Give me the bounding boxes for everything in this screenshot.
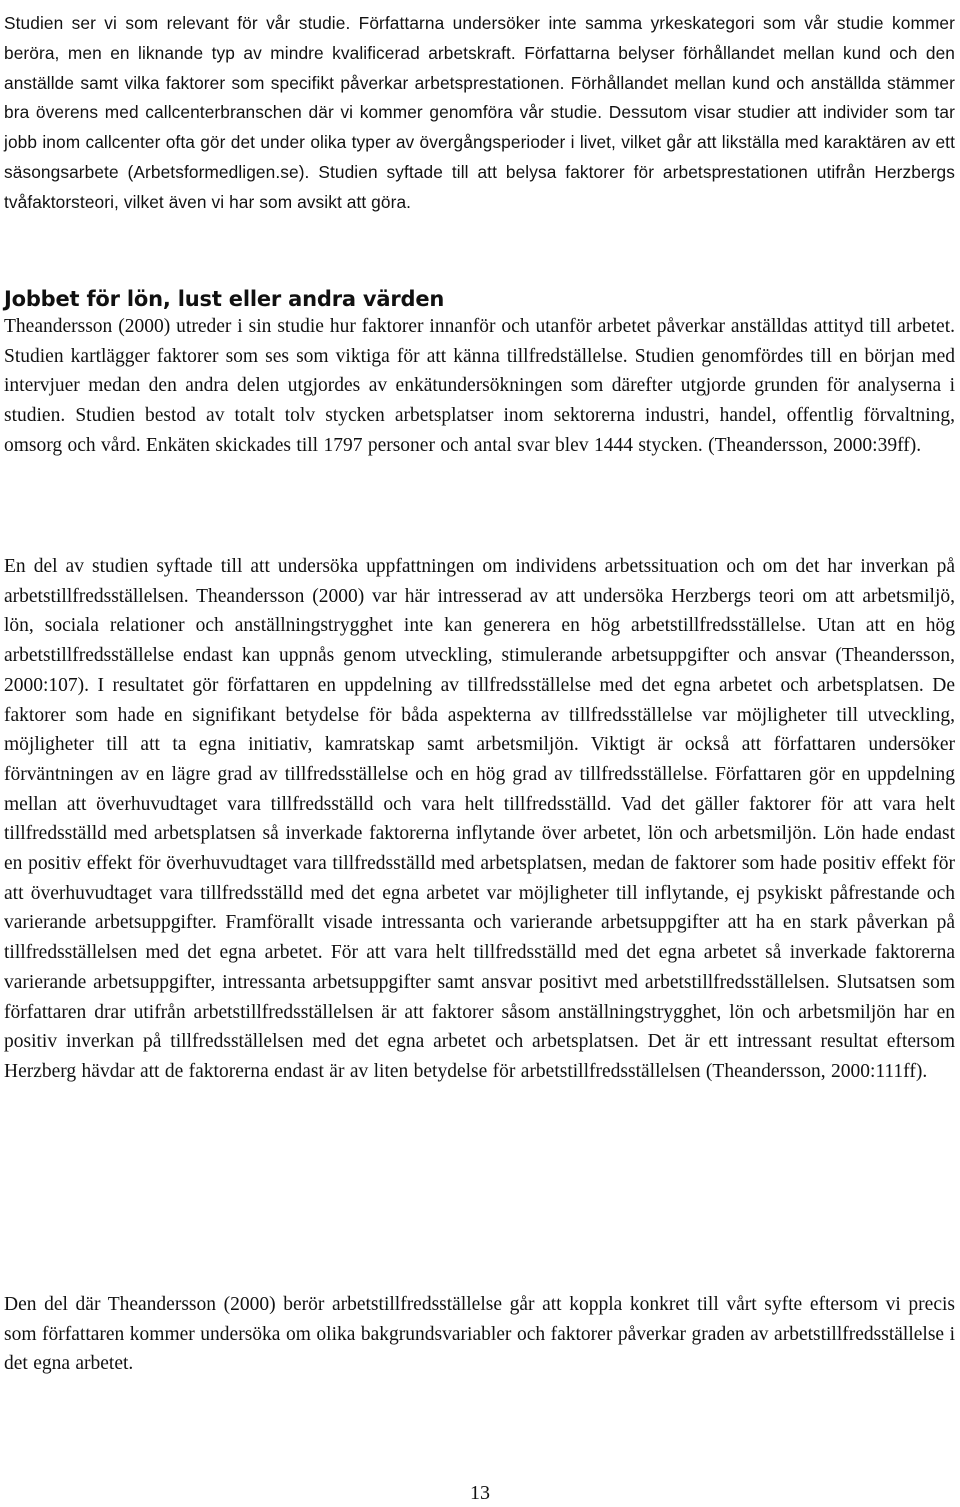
paragraph-study-results: En del av studien syftade till att undersöka uppfattningen om individens arbetssituation och om det har inverkan på arbetstillfredsställelsen. Theandersson (2000) var här intresserad av att undersöka Herzbergs teori om att arbetsmiljö, lön, sociala relationer och anställningstrygghet inte kan generera en hög arbetstillfredsställelse. Utan att en hög arbetstillfredsställelse endast kan uppnås genom utveckling, stimulerande arbetsuppgifter och ansvar (Theandersson, 2000:107). I resultatet gör författaren en uppdelning av tillfredsställelse med det egna arbetet och arbetsplatsen. De faktorer som hade en signifikant betydelse för båda aspekterna av tillfredsställelse var möjligheter till utveckling, möjligheter till att ta egna initiativ, kamratskap samt arbetsmiljön. Viktigt är också att författaren undersöker förväntningen av en lägre grad av tillfredsställelse och en hög grad av tillfredsställelse. Författaren gör en uppdelning mellan att överhuvudtaget vara tillfredsställd och vara helt tillfredsställd. Vad det gäller faktorer för att vara helt tillfredsställd med arbetsplatsen så inverkade faktorerna inflytande över arbetet, lön och arbetsmiljön. Lön hade endast en positiv effekt för överhuvudtaget vara tillfredsställd med arbetsplatsen, medan de faktorer som hade positiv effekt för att överhuvudtaget vara tillfredsställd med det egna arbetet var möjligheter till inflytande, ej psykiskt påfrestande och varierande arbetsuppgifter. Framförallt visade intressanta och varierande arbetsuppgifter att ha en stark påverkan på tillfredsställelsen med det egna arbetet. För att vara helt tillfredsställd med det egna arbetet så inverkade faktorerna varierande arbetsuppgifter, intressanta arbetsuppgifter samt ansvar positivt med arbetstillfredsställelsen. Slutsatsen som författaren drar utifrån arbetstillfredsställelsen är att faktorer såsom anställningstrygghet, lön och arbetsmiljön har en positiv inverkan på tillfredsställelsen med det egna arbetet och arbetsplatsen. Det är ett intressant resultat eftersom Herzberg hävdar att de faktorerna endast är av liten betydelse för arbetstillfredsställelsen (Theandersson, 2000:111ff).: [4, 556, 955, 1082]
page-number: [0, 1479, 960, 1507]
paragraph-conclusion: Den del där Theandersson (2000) berör arbetstillfredsställelse går att koppla konkret till vårt syfte eftersom vi precis som författaren kommer undersöka om olika bakgrundsvariabler och faktorer påverkar graden av arbetstillfredsställelse i det egna arbetet.: [4, 1294, 955, 1375]
paragraph-intro: Studien ser vi som relevant för vår studie. Författarna undersöker inte samma yrkeskategori som vår studie kommer beröra, men en liknande typ av mindre kvalificerad arbetskraft. Författarna belyser förhållandet mellan kund och den anställde samt vilka faktorer som specifikt påverkar arbetsprestationen. Förhållandet mellan kund och anställda stämmer bra överens med callcenterbranschen där vi kommer genomföra vår studie. Dessutom visar studier att individer som tar jobb inom callcenter ofta gör det under olika typer av övergångsperioder i livet, vilket går att likställa med karaktären av ett säsongsarbete (Arbetsformedligen.se). Studien syftade till att belysa faktorer för arbetsprestationen utifrån Herzbergs tvåfaktorsteori, vilket även vi har som avsikt att göra.: [4, 13, 955, 212]
paragraph-study-description: Theandersson (2000) utreder i sin studie hur faktorer innanför och utanför arbetet påverkar anställdas attityd till arbetet. Studien kartlägger faktorer som ses som viktiga för att känna tillfredställelse. Studien genomfördes till en början med intervjuer medan den andra delen utgjordes av enkätundersökningen som därefter utgjorde grunden för analyserna i studien. Studien bestod av totalt tolv stycken arbetsplatser inom sektorerna industri, handel, offentlig förvaltning, omsorg och vård. Enkäten skickades till 1797 personer och antal svar blev 1444 stycken. (Theandersson, 2000:39ff).: [4, 316, 955, 456]
section-heading: Jobbet för lön, lust eller andra värden: [4, 287, 445, 311]
page-number-text: 13: [470, 1482, 490, 1504]
